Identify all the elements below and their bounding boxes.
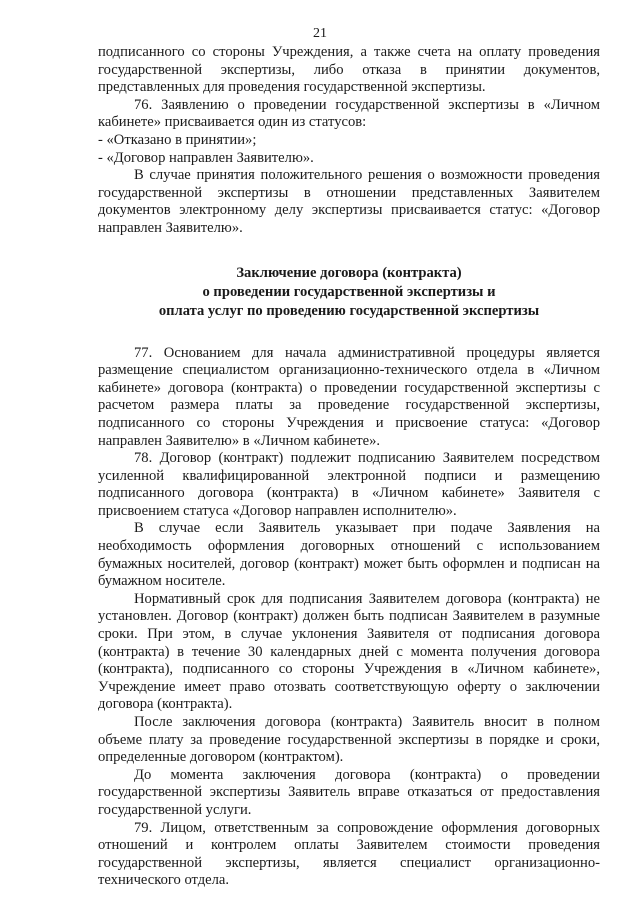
paragraph-continuation: подписанного со стороны Учреждения, а также счета на оплату проведения государственной экспертизы, либо отказа в принятии документов, представленных для проведения государственной экспертизы. (98, 44, 600, 96)
document-body (98, 44, 600, 890)
section-heading (98, 264, 600, 321)
page-number: 21 (313, 26, 327, 41)
section-heading-line: оплата услуг по проведению государственной экспертизы (158, 302, 540, 319)
paragraph-payment: После заключения договора (контракта) Заявитель вносит в полном объеме плату за проведение государственной экспертизы в порядке и сроки, определенные договором (контрактом). (98, 714, 600, 766)
paragraph-77: 77. Основанием для начала административной процедуры является размещение специалистом организационно-технического отдела в «Личном кабинете» договора (контракта) о проведении государственной экспертизы с расчетом размера платы за проведение государственной экспертизы, подписанного со стороны Учреждения и присвоение статуса: «Договор направлен Заявителю» в «Личном кабинете». (98, 344, 600, 449)
paragraph-paper-contract: В случае если Заявитель указывает при подаче Заявления на необходимость оформления договорных отношений с использованием бумажных носителей, договор (контракт) может быть оформлен и подписан на бумажном носителе. (98, 520, 600, 590)
section-heading-line: Заключение договора (контракта) (236, 264, 462, 281)
status-list-item: - «Отказано в принятии»; (98, 131, 257, 148)
paragraph-76: 76. Заявлению о проведении государственной экспертизы в «Личном кабинете» присваивается один из статусов: (98, 96, 600, 131)
paragraph-refusal: До момента заключения договора (контракта) о проведении государственной экспертизы Заявитель вправе отказаться от предоставления государственной услуги. (98, 766, 600, 818)
paragraph-signing-term: Нормативный срок для подписания Заявителем договора (контракта) не установлен. Договор (контракт) должен быть подписан Заявителем в разумные сроки. При этом, в случае уклонения Заявителя от подписания договора (контракта) в течение 30 календарных дней с момента получения договора (контракта), подписанного со стороны Учреждения в «Личном кабинете», Учреждение имеет право отозвать соответствующую оферту о заключении договора (контракта). (98, 590, 600, 713)
section-heading-line: о проведении государственной экспертизы и (202, 283, 496, 300)
paragraph-79: 79. Лицом, ответственным за сопровождение оформления договорных отношений и контролем оплаты Заявителем стоимости проведения государственной экспертизы, является специалист организационно-технического отдела. (98, 819, 600, 889)
status-list-item: - «Договор направлен Заявителю». (98, 149, 314, 166)
paragraph-78: 78. Договор (контракт) подлежит подписанию Заявителем посредством усиленной квалифицированной электронной подписи и размещению подписанного договора (контракта) в «Личном кабинете» Заявителя с присвоением статуса «Договор направлен исполнителю». (98, 450, 600, 519)
paragraph-positive-decision: В случае принятия положительного решения о возможности проведения государственной экспертизы в отношении представленных Заявителем документов электронному делу экспертизы присваивается статус: «Договор направлен Заявителю». (98, 167, 600, 236)
